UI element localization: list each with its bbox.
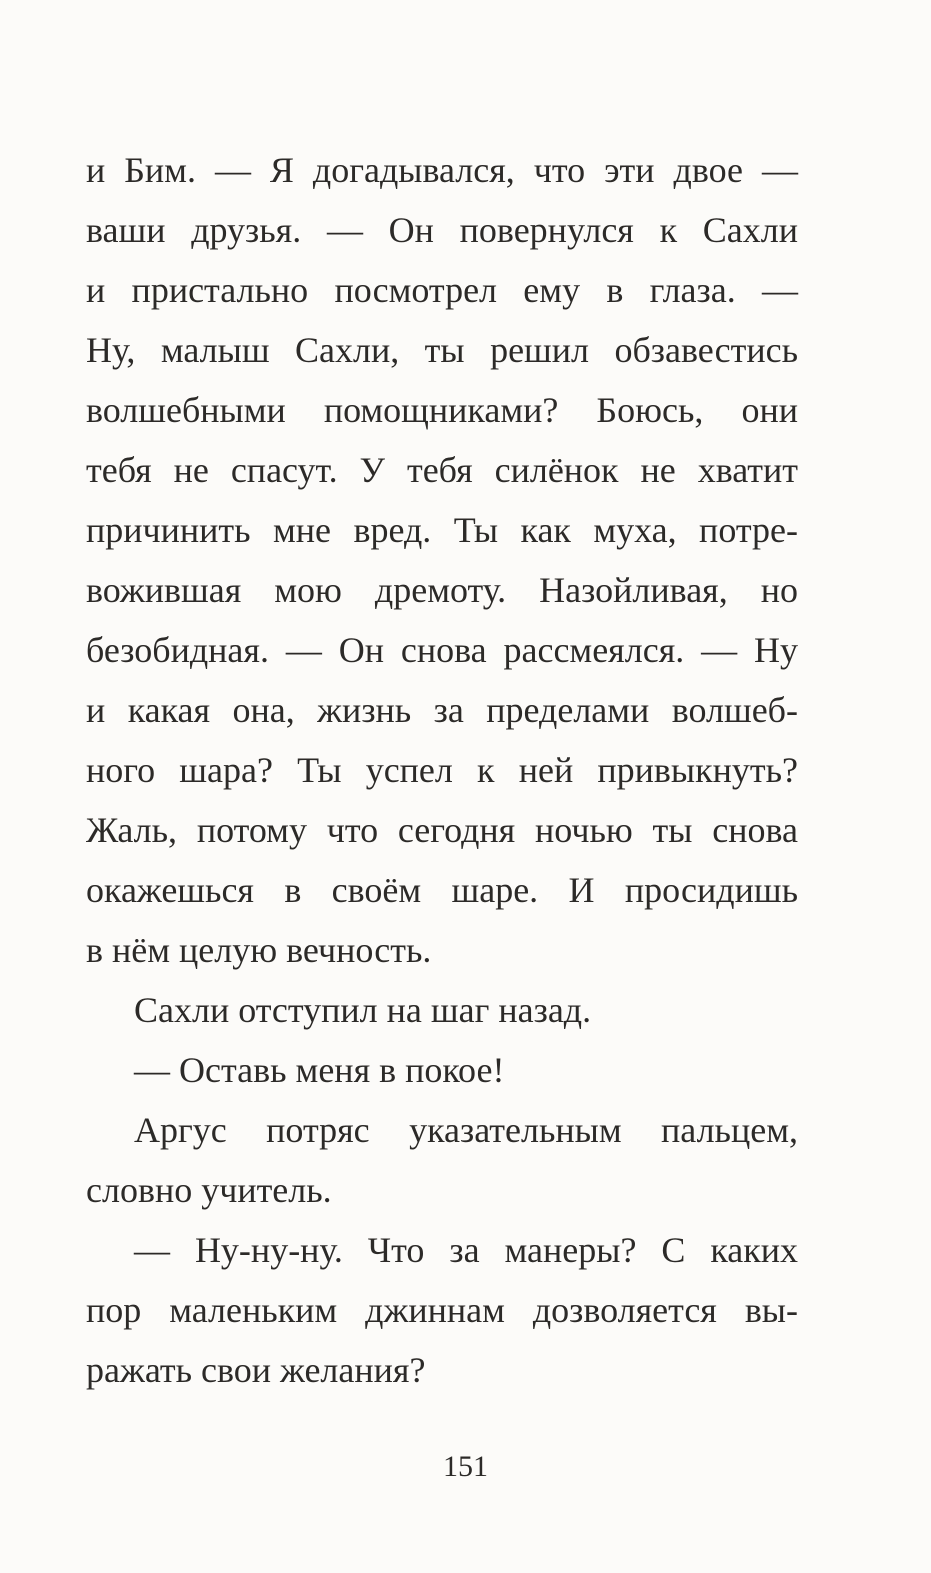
text-line-2: ваши друзья. — Он повернулся к Сахли bbox=[86, 210, 798, 250]
text-line-8: вожившая мою дремоту. Назойливая, но bbox=[86, 570, 798, 610]
text-line-19: — Ну-ну-ну. Что за манеры? С каких bbox=[134, 1230, 798, 1270]
text-line-4: Ну, малыш Сахли, ты решил обзавестись bbox=[86, 330, 798, 370]
text-line-1: и Бим. — Я догадывался, что эти двое — bbox=[86, 150, 798, 190]
text-line-3: и пристально посмотрел ему в глаза. — bbox=[86, 270, 798, 310]
text-line-9: безобидная. — Он снова рассмеялся. — Ну bbox=[86, 630, 798, 670]
text-line-20: пор маленьким джиннам дозволяется вы- bbox=[86, 1290, 798, 1330]
text-line-17: Аргус потряс указательным пальцем, bbox=[134, 1110, 798, 1150]
text-line-13: окажешься в своём шаре. И просидишь bbox=[86, 870, 798, 910]
text-line-18: словно учитель. bbox=[86, 1170, 332, 1210]
page-number: 151 bbox=[443, 1450, 488, 1483]
text-line-14: в нём целую вечность. bbox=[86, 930, 432, 970]
text-line-21: ражать свои желания? bbox=[86, 1350, 426, 1390]
text-line-15: Сахли отступил на шаг назад. bbox=[134, 990, 592, 1030]
text-line-12: Жаль, потому что сегодня ночью ты снова bbox=[86, 810, 798, 850]
text-line-5: волшебными помощниками? Боюсь, они bbox=[86, 390, 798, 430]
text-line-6: тебя не спасут. У тебя силёнок не хватит bbox=[86, 450, 798, 490]
text-line-16: — Оставь меня в покое! bbox=[134, 1050, 505, 1090]
text-line-7: причинить мне вред. Ты как муха, потре- bbox=[86, 510, 798, 550]
text-line-11: ного шара? Ты успел к ней привыкнуть? bbox=[86, 750, 798, 790]
text-line-10: и какая она, жизнь за пределами волшеб- bbox=[86, 690, 798, 730]
